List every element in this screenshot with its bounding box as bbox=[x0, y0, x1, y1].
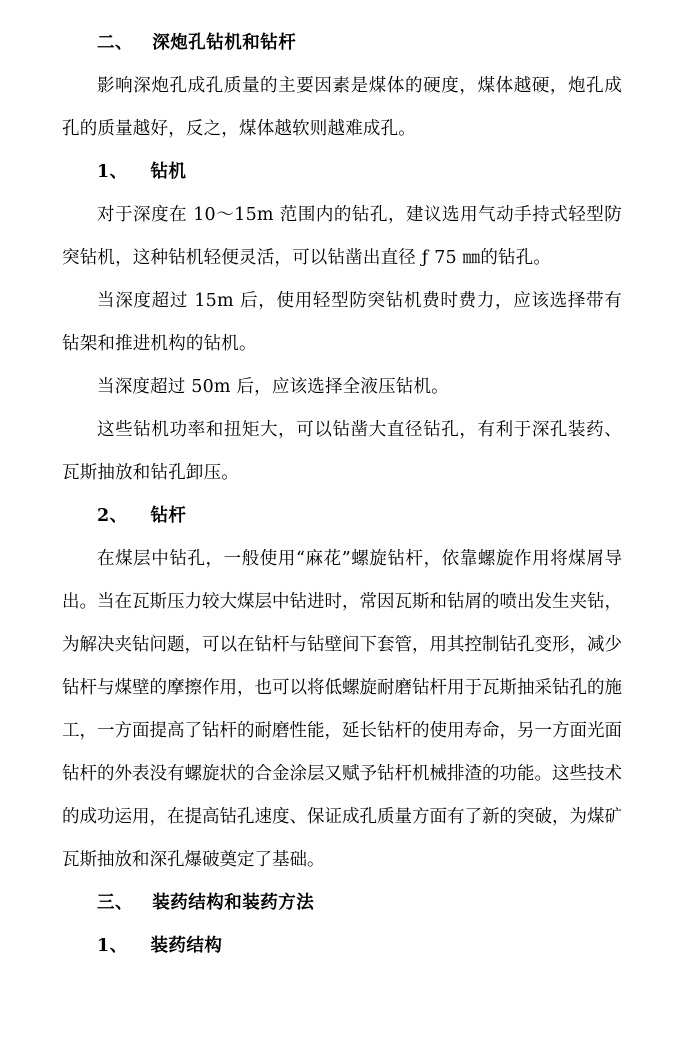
paragraph-drill-rod-detail: 在煤层中钻孔，一般使用“麻花”螺旋钻杆，依靠螺旋作用将煤屑导出。当在瓦斯压力较大煤层中钻进时，常因瓦斯和钻屑的喷出发生夹钻，为解决夹钻问题，可以在钻杆与钻壁间下套管，用其控制钻孔变形，减少钻杆与煤壁的摩擦作用，也可以将低螺旋耐磨钻杆用于瓦斯抽采钻孔的施工，一方面提高了钻杆的耐磨性能，延长钻杆的使用寿命，另一方面光面钻杆的外表没有螺旋状的合金涂层又赋予钻杆机械排渣的功能。这些技术的成功运用，在提高钻孔速度、保证成孔质量方面有了新的突破，为煤矿瓦斯抽放和深孔爆破奠定了基础。 bbox=[62, 549, 622, 870]
subsection-heading-drill-rig-text: 钻机 bbox=[150, 162, 187, 182]
paragraph-intro: 影响深炮孔成孔质量的主要因素是煤体的硬度，煤体越硬，炮孔成孔的质量越好，反之，煤体越软则越难成孔。 bbox=[62, 76, 622, 139]
paragraph-power-torque: 这些钻机功率和扭矩大，可以钻凿大直径钻孔，有利于深孔装药、瓦斯抽放和钻孔卸压。 bbox=[62, 420, 622, 483]
section-heading-2-text: 深炮孔钻机和钻杆 bbox=[152, 33, 297, 53]
section-heading-3-number: 三、 bbox=[97, 893, 133, 913]
subsection-heading-drill-rig-number: 1、 bbox=[97, 162, 128, 182]
section-heading-3-text: 装药结构和装药方法 bbox=[152, 893, 315, 913]
paragraph-depth-over-50: 当深度超过 50m 后，应该选择全液压钻机。 bbox=[97, 377, 449, 397]
paragraph-depth-over-15: 当深度超过 15m 后，使用轻型防突钻机费时费力，应该选择带有钻架和推进机构的钻机。 bbox=[62, 291, 622, 354]
section-heading-2 bbox=[62, 22, 622, 65]
subsection-heading-drill-rig bbox=[62, 151, 622, 194]
subsection-heading-charge-structure bbox=[62, 925, 622, 968]
subsection-heading-drill-rod-number: 2、 bbox=[97, 506, 128, 526]
subsection-heading-charge-structure-number: 1、 bbox=[97, 936, 128, 956]
subsection-heading-charge-structure-text: 装药结构 bbox=[150, 936, 223, 956]
section-heading-2-number: 二、 bbox=[97, 33, 133, 53]
subsection-heading-drill-rod-text: 钻杆 bbox=[150, 506, 187, 526]
paragraph-depth-10-15: 对于深度在 10～15m 范围内的钻孔，建议选用气动手持式轻型防突钻机，这种钻机轻便灵活，可以钻凿出直径 ƒ 75 ㎜的钻孔。 bbox=[62, 205, 622, 268]
section-heading-3 bbox=[62, 882, 622, 925]
document-body bbox=[62, 22, 622, 968]
subsection-heading-drill-rod bbox=[62, 495, 622, 538]
